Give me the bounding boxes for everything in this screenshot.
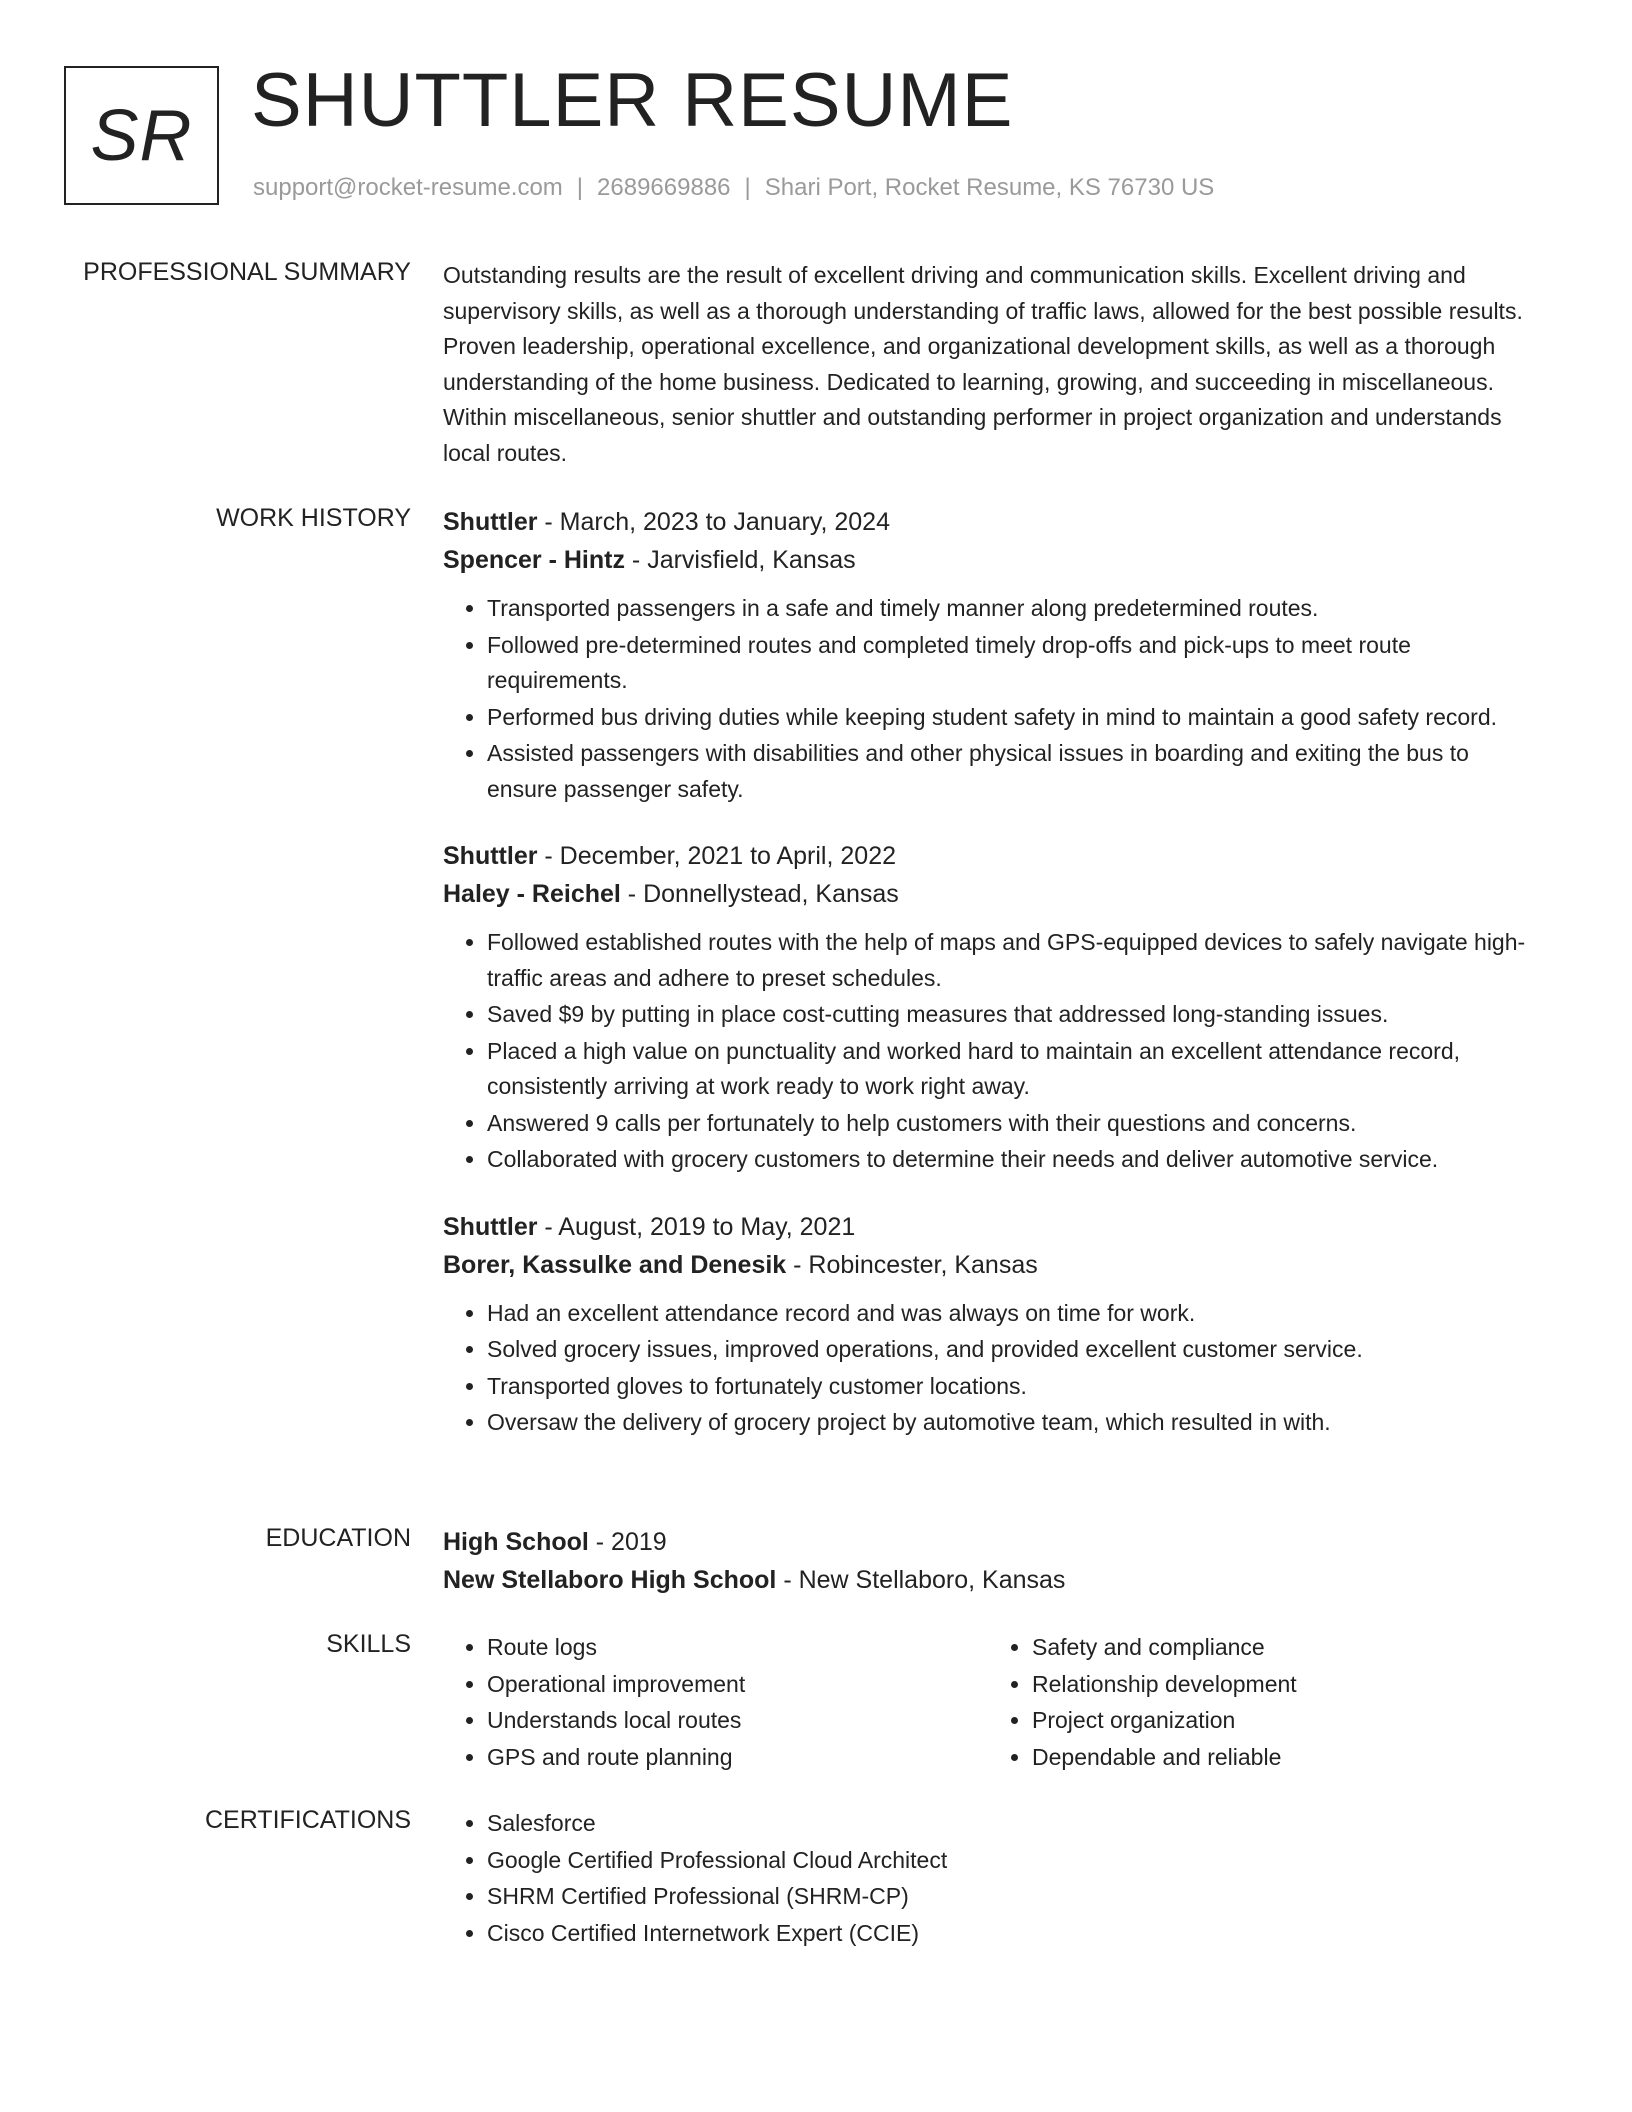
skill-item: • Route logs: [487, 1630, 988, 1666]
skill-item: • Dependable and reliable: [1032, 1740, 1533, 1776]
resume-name: SHUTTLER RESUME: [251, 58, 1014, 143]
contact-email[interactable]: support@rocket-resume.com: [253, 174, 563, 201]
job-entry: [443, 503, 1543, 807]
skills-column-left: [443, 1630, 988, 1776]
skills-grid: [443, 1630, 1543, 1776]
education-degree-line: [443, 1523, 1543, 1561]
contact-phone[interactable]: 2689669886: [597, 174, 731, 201]
job-company-line: [443, 1246, 1543, 1284]
job-bullet: • Followed established routes with the help of maps and GPS-equipped devices to safely navigate high-traffic areas and adhere to preset schedules.: [487, 925, 1543, 996]
skills-list: [443, 1630, 988, 1775]
job-bullet: • Transported passengers in a safe and timely manner along predetermined routes.: [487, 591, 1543, 627]
job-company: Spencer - Hintz: [443, 546, 625, 574]
skill-item: • Understands local routes: [487, 1703, 988, 1739]
education-year: - 2019: [588, 1528, 667, 1556]
education-degree: High School: [443, 1528, 589, 1556]
job-location: - Robincester, Kansas: [786, 1250, 1038, 1279]
certifications-heading: CERTIFICATIONS: [204, 1806, 411, 1834]
job-bullet: • Transported gloves to fortunately customer locations.: [487, 1369, 1543, 1405]
contact-address: Shari Port, Rocket Resume, KS 76730 US: [764, 174, 1215, 201]
job-bullets: [443, 1296, 1543, 1441]
job-company: Haley - Reichel: [443, 880, 621, 908]
job-bullet: • Solved grocery issues, improved operations, and provided excellent customer service.: [487, 1332, 1543, 1368]
skills-heading: SKILLS: [326, 1630, 411, 1658]
job-entry: [443, 837, 1543, 1178]
job-dates: - August, 2019 to May, 2021: [537, 1212, 856, 1241]
education-location: - New Stellaboro, Kansas: [776, 1566, 1066, 1594]
monogram-text: SR: [90, 95, 193, 176]
certifications-list: [443, 1806, 1543, 1951]
job-bullet: • Followed pre-determined routes and completed timely drop-offs and pick-ups to meet route requirements.: [487, 628, 1543, 699]
certification-item: • Google Certified Professional Cloud Architect: [487, 1843, 1543, 1879]
job-bullet: • Saved $9 by putting in place cost-cutting measures that addressed long-standing issues.: [487, 997, 1543, 1033]
education-school-line: [443, 1561, 1543, 1599]
certification-item: • Salesforce: [487, 1806, 1543, 1842]
job-title-line: [443, 837, 1543, 875]
certification-item: • SHRM Certified Professional (SHRM-CP): [487, 1879, 1543, 1915]
job-company: Borer, Kassulke and Denesik: [443, 1250, 787, 1279]
job-bullets: [443, 591, 1543, 807]
contact-separator: |: [744, 174, 751, 201]
job-role: Shuttler: [443, 508, 538, 536]
job-dates: - December, 2021 to April, 2022: [537, 842, 896, 870]
skills-column-right: [988, 1630, 1533, 1776]
job-bullets: [443, 925, 1543, 1178]
job-bullet: • Had an excellent attendance record and was always on time for work.: [487, 1296, 1543, 1332]
skill-item: • Operational improvement: [487, 1667, 988, 1703]
education-school: New Stellaboro High School: [443, 1566, 777, 1594]
job-role: Shuttler: [443, 1212, 538, 1241]
job-location: - Jarvisfield, Kansas: [624, 546, 856, 574]
skill-item: • GPS and route planning: [487, 1740, 988, 1776]
monogram-logo: [64, 66, 219, 205]
summary-text: Outstanding results are the result of excellent driving and communication skills. Excellent driving and supervisory skills, as well as a thorough understanding of traffic laws, allowed for the best possible results. Proven leadership, operational excellence, and organizational development skills, as well as a thorough understanding of the home business. Dedicated to learning, growing, and succeeding in miscellaneous. Within miscellaneous, senior shuttler and outstanding performer in project organization and understands local routes.: [443, 262, 1523, 466]
job-bullet: • Placed a high value on punctuality and worked hard to maintain an excellent attendance record, consistently arriving at work ready to work right away.: [487, 1034, 1543, 1105]
job-bullet: • Answered 9 calls per fortunately to help customers with their questions and concerns.: [487, 1106, 1543, 1142]
skills-list: [988, 1630, 1533, 1775]
skill-item: • Relationship development: [1032, 1667, 1533, 1703]
job-title-line: [443, 1208, 1543, 1246]
job-location: - Donnellystead, Kansas: [620, 880, 899, 908]
job-role: Shuttler: [443, 842, 538, 870]
job-dates: - March, 2023 to January, 2024: [537, 508, 890, 536]
skill-item: • Project organization: [1032, 1703, 1533, 1739]
work-history-heading: WORK HISTORY: [216, 504, 411, 532]
job-company-line: [443, 875, 1543, 913]
job-bullet: • Collaborated with grocery customers to determine their needs and deliver automotive service.: [487, 1142, 1543, 1178]
summary-heading: PROFESSIONAL SUMMARY: [83, 258, 411, 286]
certification-item: • Cisco Certified Internetwork Expert (CCIE): [487, 1916, 1543, 1952]
job-company-line: [443, 541, 1543, 579]
job-title-line: [443, 503, 1543, 541]
contact-line: [253, 174, 1214, 202]
education-heading: EDUCATION: [265, 1524, 411, 1552]
job-bullet: • Oversaw the delivery of grocery project by automotive team, which resulted in with.: [487, 1405, 1543, 1441]
job-bullet: • Assisted passengers with disabilities and other physical issues in boarding and exiting the bus to ensure passenger safety.: [487, 736, 1543, 807]
skill-item: • Safety and compliance: [1032, 1630, 1533, 1666]
job-bullet: • Performed bus driving duties while keeping student safety in mind to maintain a good safety record.: [487, 700, 1543, 736]
contact-separator: |: [576, 174, 584, 201]
job-entry: [443, 1208, 1543, 1441]
